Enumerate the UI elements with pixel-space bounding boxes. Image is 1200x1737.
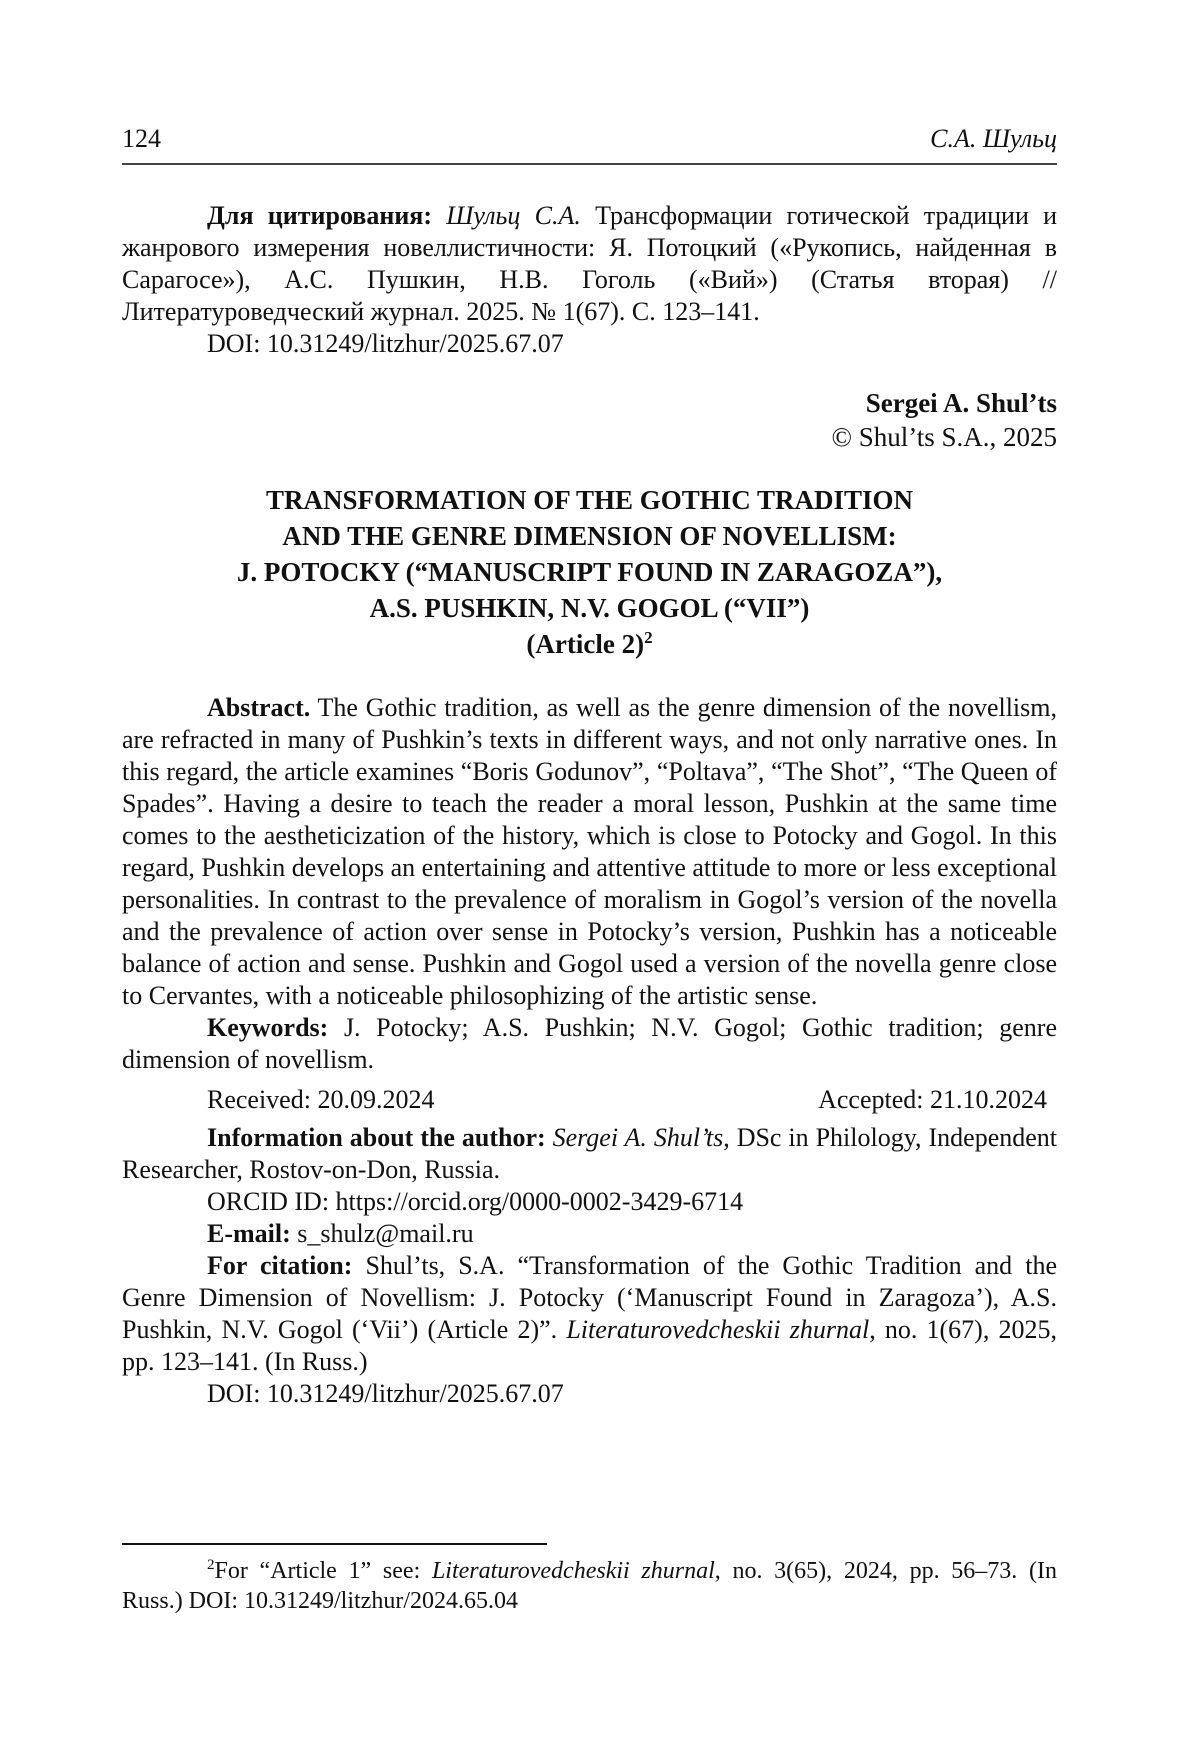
abstract-label: Abstract. <box>207 693 311 722</box>
orcid: ORCID ID: https://orcid.org/0000-0002-3429-6714 <box>207 1187 744 1216</box>
citation-en-label: For citation: <box>207 1251 353 1280</box>
citation-en <box>122 1250 1057 1378</box>
footnote-mark: 2 <box>207 1557 215 1573</box>
footnote <box>122 1556 1057 1616</box>
author-name: Sergei A. Shul’ts <box>865 388 1057 418</box>
author-info <box>122 1122 1057 1186</box>
footnote-text-before: For “Article 1” see: <box>214 1558 432 1584</box>
citation-ru-doi: DOI: 10.31249/litzhur/2025.67.07 <box>207 329 564 358</box>
email-address[interactable]: s_shulz@mail.ru <box>290 1219 474 1248</box>
received-date: Received: 20.09.2024 <box>207 1085 435 1114</box>
page-header <box>122 124 1057 165</box>
email-label: E-mail: <box>207 1219 291 1248</box>
citation-ru <box>122 200 1057 360</box>
citation-en-doi[interactable]: DOI: 10.31249/litzhur/2025.67.07 <box>207 1379 564 1408</box>
footnote-text-after: , no. 3(65), 2024, pp. 56–73. (In Russ.) DOI: 10.31249/litzhur/2024.65.04 <box>122 1558 1058 1614</box>
title-line-1: TRANSFORMATION OF THE GOTHIC TRADITION <box>265 485 914 515</box>
citation-ru-label: Для цитирования: <box>207 201 433 230</box>
keywords-label: Keywords: <box>207 1013 329 1042</box>
abstract <box>122 692 1057 1012</box>
citation-en-journal: Literaturovedcheskii zhurnal <box>566 1315 870 1344</box>
running-head: С.А. Шульц <box>930 124 1057 153</box>
dates-row <box>122 1084 1057 1116</box>
citation-en-text: Shul’ts, S.A. “Transformation of the Gothic Tradition and the Genre Dimension of Novellism: J. Potocky (‘Manuscript Found in Zaragoza’), A.S. Pushkin, N.V. Gogol (‘Vii’) (Article 2)”. <box>122 1251 1057 1344</box>
title-line-5: (Article 2) <box>526 629 645 659</box>
article-title <box>122 482 1057 662</box>
author-info-text: , DSc in Philology, Independent Researcher, Rostov-on-Don, Russia. <box>122 1123 1057 1184</box>
article-body <box>122 200 1057 1410</box>
email-line <box>122 1218 1057 1250</box>
keywords-text: J. Potocky; A.S. Pushkin; N.V. Gogol; Gothic tradition; genre dimension of novellism. <box>122 1013 1057 1074</box>
title-footnote-mark: 2 <box>644 628 653 647</box>
title-line-2: AND THE GENRE DIMENSION OF NOVELLISM: <box>282 521 897 551</box>
keywords <box>122 1012 1057 1076</box>
citation-en-tail: , no. 1(67), 2025, pp. 123–141. (In Russ.) <box>122 1315 1058 1376</box>
citation-ru-text: Трансформации готической традиции и жанрового измерения новеллистичности: Я. Потоцкий («Рукопись, найденная в Сарагосе»), А.С. Пушкин, Н.В. Гоголь («Вий») (Статья вторая) // Литературоведческий журнал. 2025. № 1(67). С. 123–141. <box>122 201 1057 326</box>
copyright: © Shul’ts S.A., 2025 <box>831 422 1057 452</box>
author-block <box>122 386 1057 454</box>
abstract-text: The Gothic tradition, as well as the genre dimension of the novellism, are refracted in many of Pushkin’s texts in different ways, and not only narrative ones. In this regard, the article examines “Boris Godunov”, “Poltava”, “The Shot”, “The Queen of Spades”. Having a desire to teach the reader a moral lesson, Pushkin at the same time comes to the aestheticization of the history, which is close to Potocky and Gogol. In this regard, Pushkin develops an entertaining and attentive attitude to more or less exceptional personalities. In contrast to the prevalence of moralism in Gogol’s version of the novella and the prevalence of action over sense in Potocky’s version, Pushkin has a noticeable balance of action and sense. Pushkin and Gogol used a version of the novella genre close to Cervantes, with a noticeable philosophizing of the artistic sense. <box>122 693 1057 1010</box>
author-info-label: Information about the author: <box>207 1123 546 1152</box>
page-number: 124 <box>122 124 161 153</box>
title-line-4: A.S. PUSHKIN, N.V. GOGOL (“VII”) <box>369 593 810 623</box>
accepted-date: Accepted: 21.10.2024 <box>818 1085 1047 1114</box>
footnote-divider <box>122 1543 547 1545</box>
footnote-journal: Literaturovedcheskii zhurnal <box>431 1558 715 1584</box>
citation-ru-author: Шульц С.А. <box>446 201 581 230</box>
title-line-3: J. POTOCKY (“MANUSCRIPT FOUND IN ZARAGOZA”), <box>236 557 943 587</box>
author-info-name: Sergei A. Shul’ts <box>552 1123 724 1152</box>
